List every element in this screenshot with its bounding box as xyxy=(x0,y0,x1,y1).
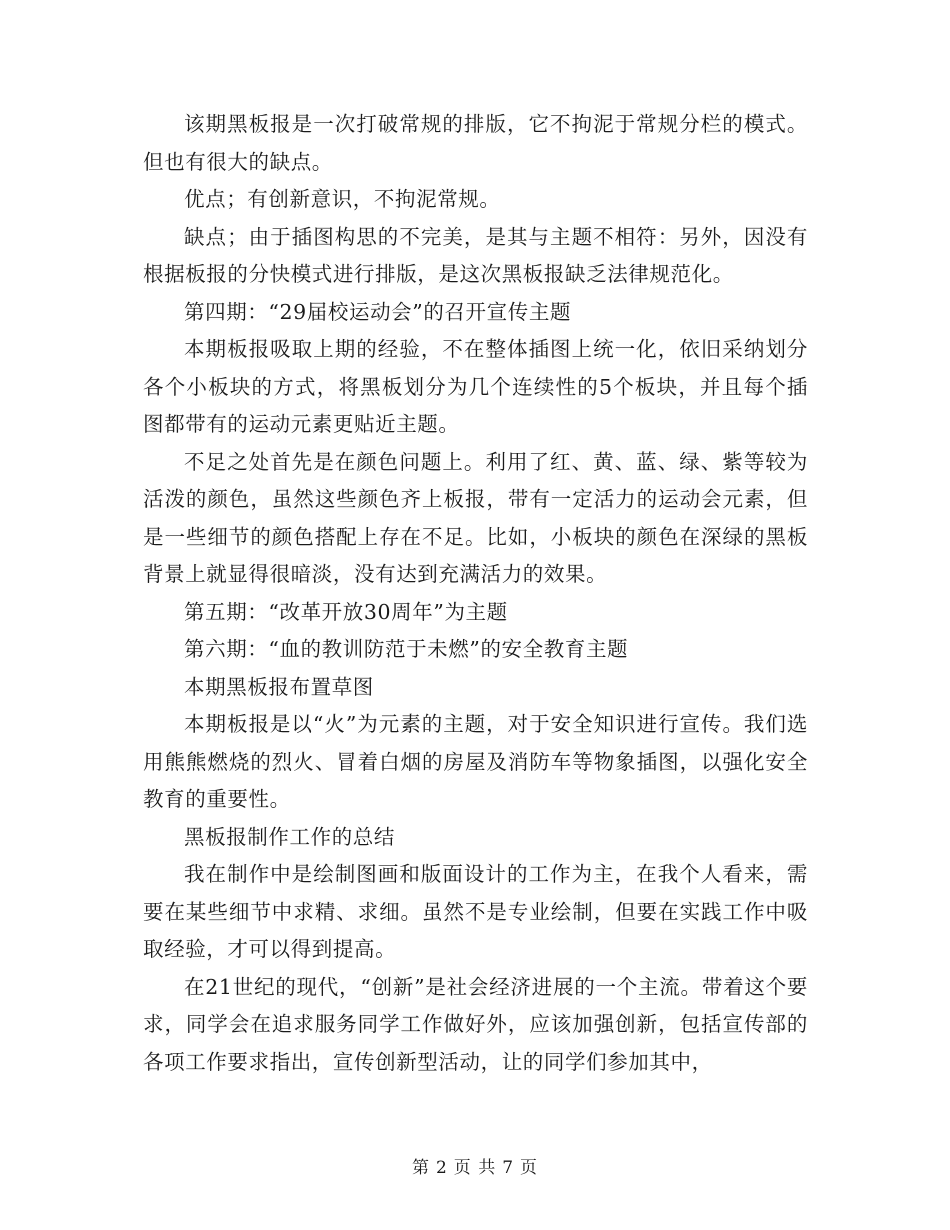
footer-middle: 页 共 xyxy=(453,1158,497,1178)
paragraph: 该期黑板报是一次打破常规的排版，它不拘泥于常规分栏的模式。但也有很大的缺点。 xyxy=(143,112,808,174)
paragraph: 优点；有创新意识，不拘泥常规。 xyxy=(184,187,501,211)
paragraph: 本期板报是以“火”为元素的主题，对于安全知识进行宣传。我们选用熊熊燃烧的烈火、冒着白烟的房屋及消防车等物象插图，以强化安全教育的重要性。 xyxy=(143,712,808,811)
paragraph: 不足之处首先是在颜色问题上。利用了红、黄、蓝、绿、紫等较为活泼的颜色，虽然这些颜色齐上板报，带有一定活力的运动会元素，但是一些细节的颜色搭配上存在不足。比如，小板块的颜色在深绿的黑板背景上就显得很暗淡，没有达到充满活力的效果。 xyxy=(143,449,808,586)
section-heading: 第五期：“改革开放30周年”为主题 xyxy=(184,599,508,624)
paragraph: 本期板报吸取上期的经验，不在整体插图上统一化，依旧采纳划分各个小板块的方式，将黑板划分为几个连续性的5个板块，并且每个插图都带有的运动元素更贴近主题。 xyxy=(143,337,808,436)
paragraph: 我在制作中是绘制图画和版面设计的工作为主，在我个人看来，需要在某些细节中求精、求细。虽然不是专业绘制，但要在实践工作中吸取经验，才可以得到提高。 xyxy=(143,862,808,961)
section-heading: 第四期：“29届校运动会”的召开宣传主题 xyxy=(184,299,572,324)
section-heading: 本期黑板报布置草图 xyxy=(184,674,374,699)
footer-prefix: 第 xyxy=(411,1158,430,1178)
page-number: 2 xyxy=(435,1158,448,1178)
paragraph: 缺点；由于插图构思的不完美，是其与主题不相符：另外，因没有根据板报的分快模式进行排版，是这次黑板报缺乏法律规范化。 xyxy=(143,224,808,286)
section-heading: 第六期：“血的教训防范于未燃”的安全教育主题 xyxy=(184,637,629,661)
page-footer xyxy=(0,1153,950,1178)
document-body xyxy=(143,106,808,1081)
paragraph: 在21世纪的现代，“创新”是社会经济进展的一个主流。带着这个要求，同学会在追求服务同学工作做好外，应该加强创新，包括宣传部的各项工作要求指出，宣传创新型活动，让的同学们参加其中， xyxy=(143,974,808,1074)
footer-suffix: 页 xyxy=(520,1158,539,1178)
page-total: 7 xyxy=(502,1158,515,1178)
section-heading: 黑板报制作工作的总结 xyxy=(184,824,395,849)
